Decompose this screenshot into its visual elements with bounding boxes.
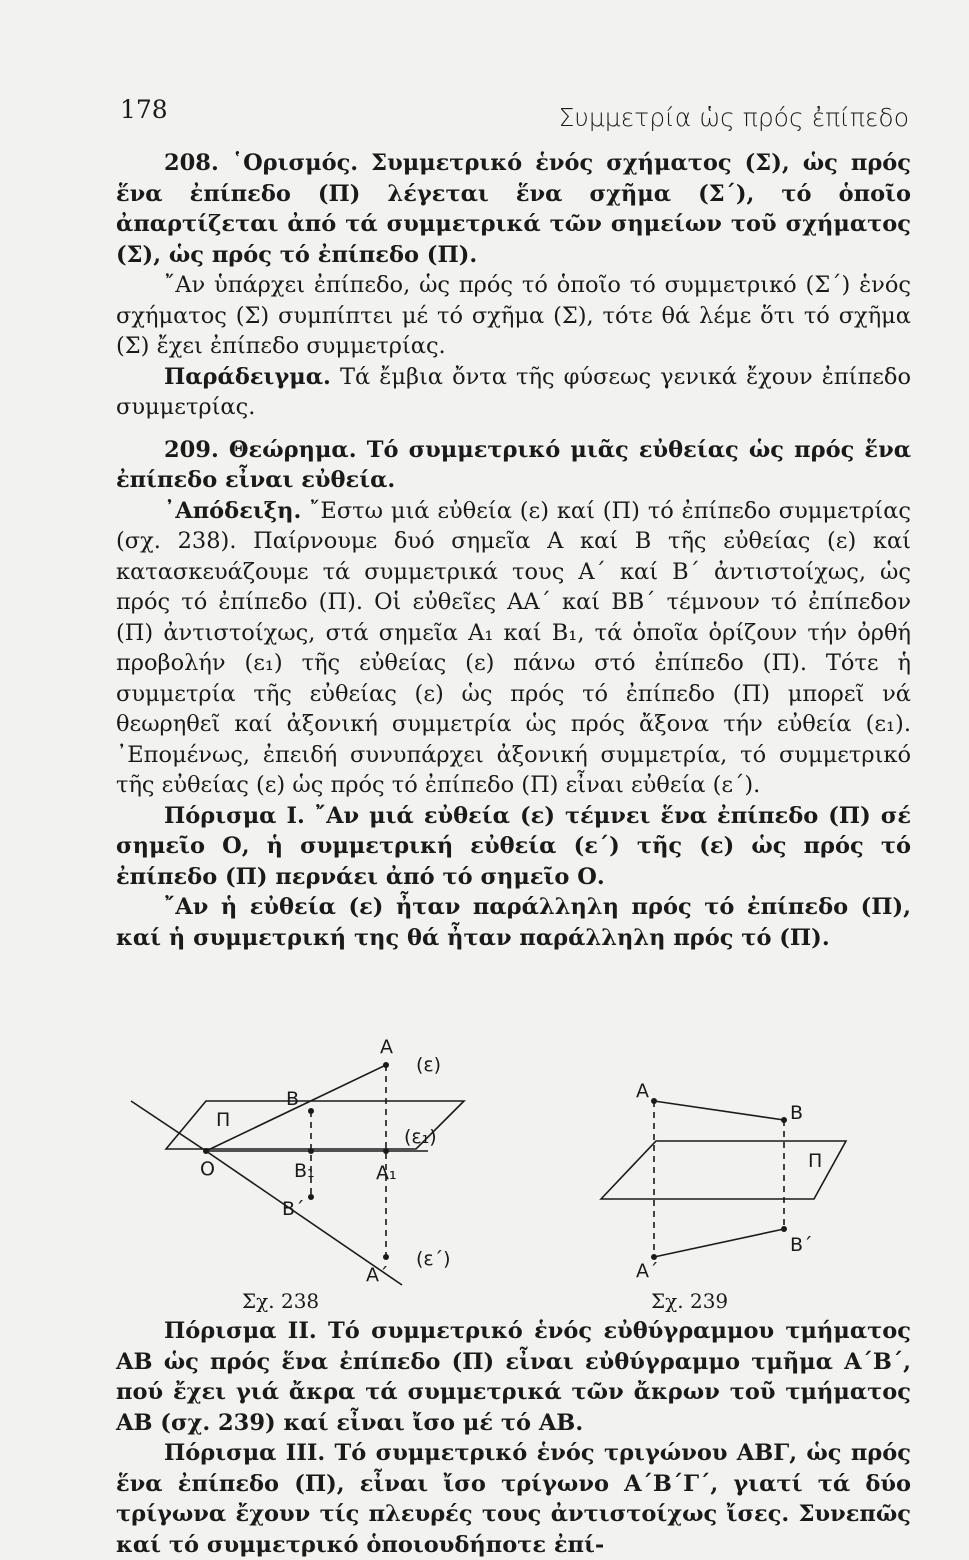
label-A-prime-238: Α΄ [366,1264,389,1286]
label-B-prime-239: Β΄ [790,1234,813,1256]
label-A-prime-239: Α΄ [636,1260,659,1282]
label-B-prime-238: Β΄ [282,1198,305,1220]
definition-208-paragraph-2: ῎Αν ὑπάρχει ἐπίπεδο, ὡς πρός τό ὁποῖο τό συμμετρικό (Σ΄) ἑνός σχήματος (Σ) συμπίπτει μέ τό σχῆμα (Σ), τότε θά λέμε ὅτι τό σχῆμα (Σ) ἔχει ἐπίπεδο συμμετρίας. [116,272,911,359]
point-A-prime-238 [383,1254,389,1260]
theorem-209-text: Τό συμμετρικό μιᾶς εὐθείας ὡς πρός ἕνα ἐπίπεδο εἶναι εὐθεία. [116,436,912,493]
theorem-209 [116,435,911,496]
label-A-238: Α [380,1036,393,1058]
proof-paragraph [116,496,911,801]
example-text: Τά ἔμβια ὄντα τῆς φύσεως γενικά ἔχουν ἐπίπεδο συμμετρίας. [116,363,911,420]
figure-238 [116,961,496,1313]
corollary-3-label: Πόρισμα ΙΙΙ. [164,1440,326,1466]
point-A1-238 [383,1148,389,1154]
proof-text: ῎Εστω μιά εὐθεία (ε) καί (Π) τό ἐπίπεδο συμμετρίας (σχ. 238). Παίρνουμε δυό σημεῖα Α καί Β τῆς εὐθείας (ε) καί κατασκευάζουμε τά συμμετρικά τους Α΄ καί Β΄ ἀντιστοίχως, ὡς πρός τό ἐπίπεδο (Π). Οἱ εὐθεῖες ΑΑ΄ καί ΒΒ΄ τέμνουν τό ἐπίπεδον (Π) ἀντιστοίχως, στά σημεῖα Α₁ καί Β₁, τά ὁποῖα ὁρίζουν τήν ὀρθή προβολήν (ε₁) τῆς εὐθείας (ε) πάνω στό ἐπίπεδο (Π). Τότε ἡ συμμετρία τῆς εὐθείας (ε) ὡς πρός τό ἐπίπεδο (Π) μπορεῖ νά θεωρηθεῖ καί ἀξονική συμμετρία ὡς πρός ἄξονα τήν εὐθεία (ε₁). ᾿Επομένως, ἐπειδή συνυπάρχει ἀξονική συμμετρία, τό συμμετρικό τῆς εὐθείας (ε) ὡς πρός τό ἐπίπεδο (Π) εἶναι εὐθεία (ε΄). [116,497,911,798]
theorem-209-lead: 209. Θεώρημα. [164,436,357,463]
example-paragraph [116,362,911,423]
caption-239: Σχ. 239 [651,1289,729,1313]
corollary-2 [116,1316,911,1438]
corollary-1-label: Πόρισμα Ι. [164,802,305,829]
point-B-prime-238 [308,1194,314,1200]
figure-238-drawing [116,961,496,1306]
point-B-238 [308,1108,314,1114]
point-O-238 [203,1148,209,1154]
caption-238: Σχ. 238 [242,1289,320,1313]
label-pi-239: Π [808,1150,823,1172]
label-e-prime-238: (ε΄) [416,1248,451,1270]
corollary-1 [116,801,911,893]
proof-label: ᾿Απόδειξη. [164,497,302,524]
label-B-238: Β [286,1088,300,1110]
corollary-3-text: Τό συμμετρικό ἑνός τριγώνου ΑΒΓ, ὡς πρός ἕνα ἐπίπεδο (Π), εἶναι ἴσο τρίγωνο Α΄Β΄Γ΄, γιατί τά δύο τρίγωνα ἔχουν τίς πλευρές τους ἀντιστοίχως ἴσες. Συνεπῶς καί τό συμμετρικό ὁποιουδήποτε ἐπί- [116,1440,911,1558]
corollary-2-text: Τό συμμετρικό ἑνός εὐθύγραμμου τμήματος ΑΒ ὡς πρός ἕνα ἐπίπεδο (Π) εἶναι εὐθύγραμμο τμῆμα Α΄Β΄, πού ἔχει γιά ἄκρα τά συμμετρικά τῶν ἄκρων τοῦ τμήματος ΑΒ (σχ. 239) καί εἶναι ἴσο μέ τό ΑΒ. [116,1318,911,1436]
corollary-3 [116,1438,911,1560]
example-label: Παράδειγμα. [164,363,331,390]
running-title: Συμμετρία ὡς πρός ἐπίπεδο [558,103,909,132]
point-A-238 [383,1062,389,1068]
corollary-1-paragraph-2: ῎Αν ἡ εὐθεία (ε) ἦταν παράλληλη πρός τό ἐπίπεδο (Π), καί ἡ συμμετρική της θά ἦταν παράλληλη πρός τό (Π). [116,894,911,951]
line-e-prime-upper-238 [131,1101,206,1151]
corollary-2-label: Πόρισμα ΙΙ. [164,1318,317,1344]
figures-row [116,961,911,1313]
definition-208-text: Συμμετρικό ἑνός σχήματος (Σ), ὡς πρός ἕνα ἐπίπεδο (Π) λέγεται ἕνα σχῆμα (Σ΄), τό ὁποῖο ἀπαρτίζεται ἀπό τά συμμετρικά τῶν σημείων τοῦ σχήματος (Σ), ὡς πρός τό ἐπίπεδο (Π). [116,150,911,268]
page-header [120,95,909,135]
segment-A-prime-B-prime-239 [654,1229,784,1257]
segment-AB-239 [654,1101,784,1120]
label-e1-238: (ε₁) [404,1126,437,1148]
figure-239 [596,961,896,1313]
label-O-238: Ο [200,1158,215,1180]
point-B-239 [781,1117,787,1123]
label-A1-238: Α₁ [376,1162,397,1184]
point-B1-238 [308,1148,314,1154]
label-e-238: (ε) [416,1054,442,1076]
body-text [116,148,911,1560]
label-pi-238: Π [216,1109,231,1131]
label-B1-238: Β₁ [294,1160,315,1182]
corollary-1-text: ῎Αν μιά εὐθεία (ε) τέμνει ἕνα ἐπίπεδο (Π) σέ σημεῖο Ο, ἡ συμμετρική εὐθεία (ε΄) τῆς (ε) ὡς πρός τό ἐπίπεδο (Π) περνάει ἀπό τό σημεῖο Ο. [116,802,912,890]
point-B-prime-239 [781,1226,787,1232]
point-A-239 [651,1098,657,1104]
definition-208-lead: 208. ῾Ορισμός. [164,150,359,176]
label-B-239: Β [790,1102,804,1124]
definition-208 [116,148,911,270]
page-number: 178 [120,95,168,124]
figure-239-drawing [596,961,896,1306]
label-A-239: Α [636,1080,649,1102]
